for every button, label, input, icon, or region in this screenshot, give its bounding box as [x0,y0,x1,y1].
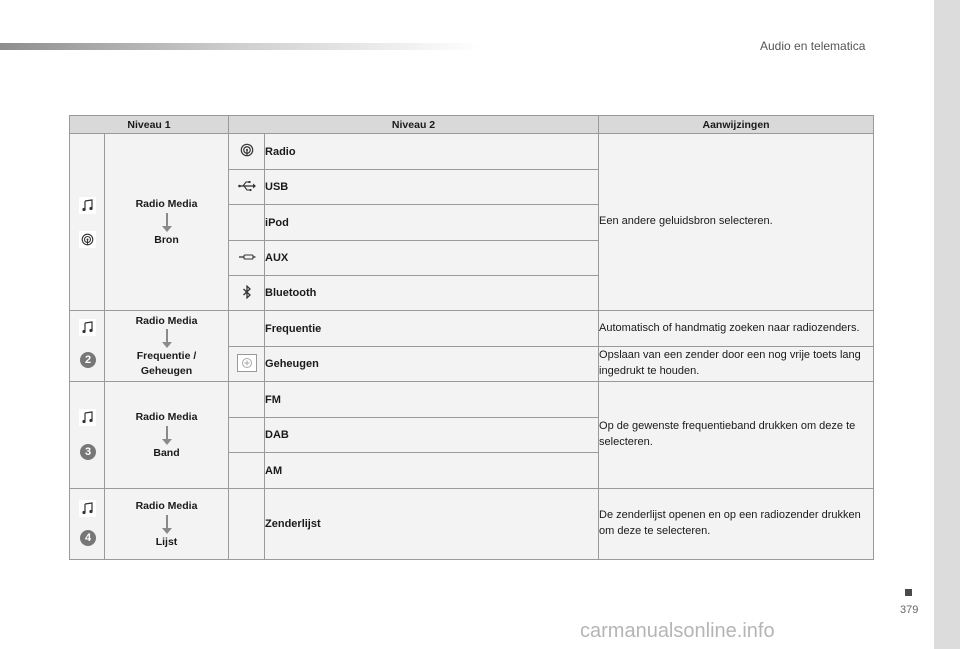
table-row [70,489,874,560]
header-level2: Niveau 2 [229,116,599,134]
arrow-down-icon [162,213,172,232]
level2-label: Zenderlijst [265,489,599,560]
level2-label: Geheugen [265,347,599,382]
radio-icon [229,134,265,170]
radio-icon [79,231,96,248]
level2-label: Frequentie [265,311,599,347]
level1-top-label: Radio Media [135,411,198,424]
aux-icon [229,241,265,276]
header-notes: Aanwijzingen [599,116,874,134]
level1-path-cell [105,311,229,382]
frequency-icon-cell [229,311,265,347]
level1-icons-cell [70,382,105,489]
usb-icon [229,170,265,205]
music-note-icon [79,319,96,336]
level1-path-cell [105,134,229,311]
menu-table [69,115,874,560]
bluetooth-icon [229,276,265,311]
add-memory-icon [229,347,265,382]
step-badge: 3 [80,444,96,460]
band-icon-cell [229,453,265,489]
header-gradient-bar [0,43,480,50]
note-text: Opslaan van een zender door een nog vrije toets lang ingedrukt te houden. [599,347,874,382]
table-row [70,382,874,418]
step-badge: 2 [80,352,96,368]
level2-label: DAB [265,418,599,453]
level2-label: AM [265,453,599,489]
level1-top-label: Radio Media [135,315,198,328]
band-icon-cell [229,418,265,453]
watermark: carmanualsonline.info [580,620,775,642]
level2-label: USB [265,170,599,205]
table-header-row [70,116,874,134]
level1-top-label: Radio Media [135,198,198,211]
level2-label: iPod [265,205,599,241]
level1-icons-cell [70,489,105,560]
note-text: Automatisch of handmatig zoeken naar radiozenders. [599,311,874,347]
level2-label: FM [265,382,599,418]
level1-icons-cell [70,311,105,382]
arrow-down-icon [162,426,172,445]
arrow-down-icon [162,329,172,348]
table-row [70,311,874,347]
page-number: 379 [900,604,919,616]
note-text: De zenderlijst openen en op een radiozender drukken om deze te selecteren. [599,489,874,560]
list-icon-cell [229,489,265,560]
music-note-icon [79,409,96,426]
section-title: Audio en telematica [760,39,866,53]
band-icon-cell [229,382,265,418]
level2-label: AUX [265,241,599,276]
level1-path-cell [105,382,229,489]
level2-label: Radio [265,134,599,170]
level1-bottom-label: Bron [154,233,179,246]
level1-bottom-label: Lijst [155,535,178,548]
step-badge: 4 [80,530,96,546]
arrow-down-icon [162,515,172,534]
music-note-icon [79,500,96,517]
level2-label: Bluetooth [265,276,599,311]
header-level1: Niveau 1 [70,116,229,134]
level1-top-label: Radio Media [135,500,198,513]
level1-icons-cell [70,134,105,311]
page-marker [905,589,912,596]
level1-bottom-label: Band [153,446,180,459]
page-edge-strip [934,0,960,649]
note-text: Een andere geluidsbron selecteren. [599,134,874,311]
ipod-icon-cell [229,205,265,241]
note-text: Op de gewenste frequentieband drukken om deze te selecteren. [599,382,874,489]
music-note-icon [79,197,96,214]
level1-path-cell [105,489,229,560]
level1-bottom-label: Frequentie / Geheugen [136,350,197,377]
table-row [70,134,874,170]
